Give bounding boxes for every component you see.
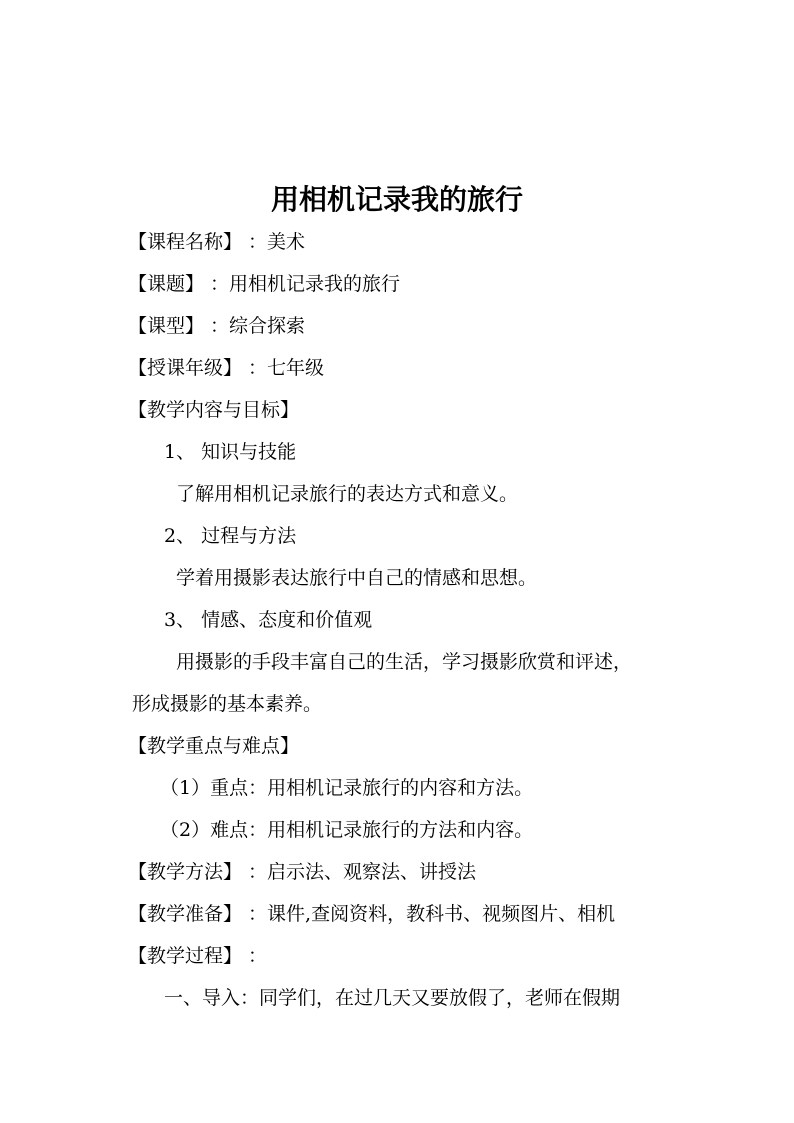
goal-1-text: 了解用相机记录旅行的表达方式和意义。 bbox=[176, 483, 519, 505]
document-title: 用相机记录我的旅行 bbox=[270, 183, 523, 216]
key-point-text: （1）重点：用相机记录旅行的内容和方法。 bbox=[160, 777, 534, 799]
goal-1-heading: 1、 知识与技能 bbox=[164, 441, 297, 463]
content-goals-heading: 【教学内容与目标】 bbox=[128, 399, 300, 421]
goal-3-text: 用摄影的手段丰富自己的生活，学习摄影欣赏和评述， bbox=[176, 651, 633, 673]
teaching-method-line: 【教学方法】 ：启示法、观察法、讲授法 bbox=[128, 861, 477, 883]
goal-3-heading: 3、 情感、态度和价值观 bbox=[164, 609, 373, 631]
grade-line: 【授课年级】 ：七年级 bbox=[128, 357, 325, 379]
goal-3-text-cont: 形成摄影的基本素养。 bbox=[132, 693, 323, 715]
difficulty-text: （2）难点：用相机记录旅行的方法和内容。 bbox=[160, 819, 534, 841]
goal-2-text: 学着用摄影表达旅行中自己的情感和思想。 bbox=[176, 567, 538, 589]
goal-2-heading: 2、 过程与方法 bbox=[164, 525, 297, 547]
lesson-type-line: 【课型】 ：综合探索 bbox=[128, 315, 306, 337]
topic-line: 【课题】 ：用相机记录我的旅行 bbox=[128, 273, 401, 295]
teaching-prep-line: 【教学准备】 ：课件,查阅资料，教科书、视频图片、相机 bbox=[128, 903, 616, 925]
teaching-process-heading: 【教学过程】 ： bbox=[128, 945, 268, 967]
intro-text: 一、导入：同学们，在过几天又要放假了，老师在假期 bbox=[164, 987, 621, 1009]
key-points-heading: 【教学重点与难点】 bbox=[128, 735, 300, 757]
course-name-line: 【课程名称】 ：美术 bbox=[128, 231, 306, 253]
